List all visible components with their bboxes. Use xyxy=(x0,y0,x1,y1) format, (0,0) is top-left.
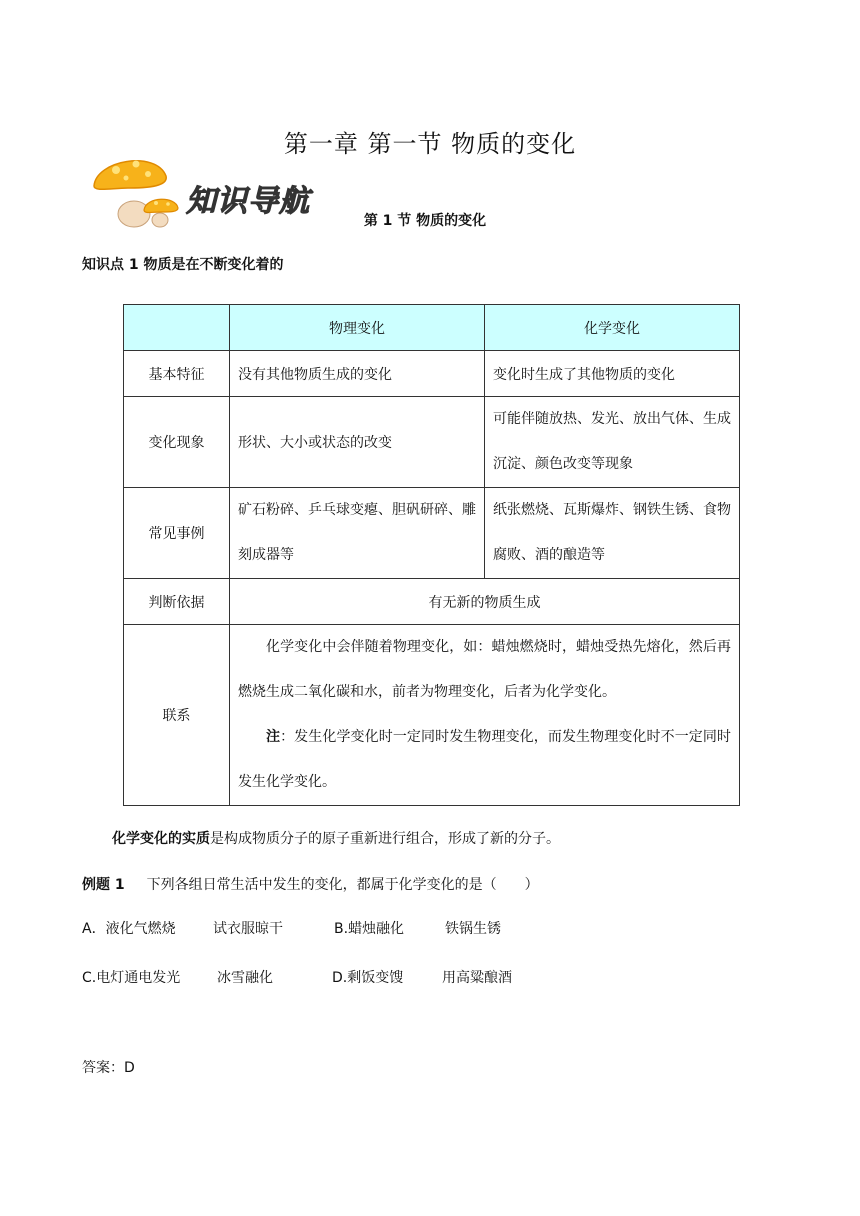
table-cell: 形状、大小或状态的改变 xyxy=(230,397,485,488)
answer-text: 答案：D xyxy=(82,1060,135,1076)
table-cell-merged: 有无新的物质生成 xyxy=(230,579,740,625)
table-row xyxy=(124,397,740,488)
table-cell-merged xyxy=(230,625,740,806)
cell-text: 纸张燃烧、瓦斯爆炸、钢铁生锈、食物腐败、酒的酿造等 xyxy=(493,502,731,563)
table-header-row xyxy=(124,305,740,351)
table-row xyxy=(124,625,740,806)
cell-text: 可能伴随放热、发光、放出气体、生成沉淀、颜色改变等现象 xyxy=(493,411,731,472)
knowledge-point-title: 知识点 1 物质是在不断变化着的 xyxy=(82,257,284,273)
relation-paragraph: 化学变化中会伴随着物理变化，如：蜡烛燃烧时，蜡烛受热先熔化，然后再燃烧生成二氧化碳和水，前者为物理变化，后者为化学变化。 xyxy=(238,639,731,700)
note-paragraph xyxy=(238,715,731,805)
row-label: 联系 xyxy=(124,625,230,806)
table-header-cell xyxy=(124,305,230,351)
option-letter: B. xyxy=(334,921,349,937)
table-header-cell: 化学变化 xyxy=(485,305,740,351)
table-row xyxy=(124,488,740,579)
option-letter: A． xyxy=(82,921,106,937)
option-a xyxy=(82,918,176,938)
option-a-second: 试衣服晾干 xyxy=(213,921,283,937)
table-cell xyxy=(485,397,740,488)
option-item: 蜡烛融化 xyxy=(348,921,405,937)
option-d xyxy=(332,967,403,987)
option-item: 电灯通电发光 xyxy=(96,970,181,986)
option-c-second: 冰雪融化 xyxy=(217,970,273,986)
row-label: 判断依据 xyxy=(124,579,230,625)
table-cell xyxy=(230,488,485,579)
note-text: ：发生化学变化时一定同时发生物理变化，而发生物理变化时不一定同时发生化学变化。 xyxy=(238,729,731,790)
cell-text: 矿石粉碎、乒乓球变瘪、胆矾研碎、雕刻成器等 xyxy=(238,502,476,563)
table-cell: 没有其他物质生成的变化 xyxy=(230,351,485,397)
option-b xyxy=(334,918,404,938)
note-label: 注 xyxy=(266,729,281,745)
row-label: 基本特征 xyxy=(124,351,230,397)
table-cell: 变化时生成了其他物质的变化 xyxy=(485,351,740,397)
option-letter: D. xyxy=(332,970,348,986)
example-question xyxy=(82,874,539,894)
logo-text: 知识导航 xyxy=(186,184,310,219)
table-row xyxy=(124,579,740,625)
example-question-text: 下列各组日常生活中发生的变化，都属于化学变化的是（ ） xyxy=(146,877,539,893)
table-header-cell: 物理变化 xyxy=(230,305,485,351)
option-letter: C. xyxy=(82,970,97,986)
table-cell xyxy=(485,488,740,579)
row-label: 常见事例 xyxy=(124,488,230,579)
option-item: 剩饭变馊 xyxy=(347,970,404,986)
example-label: 例题 1 xyxy=(82,877,125,893)
option-item: 液化气燃烧 xyxy=(105,921,176,937)
section-title: 第 1 节 物质的变化 xyxy=(363,213,487,229)
table-row xyxy=(124,351,740,397)
option-d-second: 用高粱酿酒 xyxy=(442,970,512,986)
essence-term: 化学变化的实质 xyxy=(112,831,210,847)
knowledge-table xyxy=(123,304,740,806)
chemical-essence-statement xyxy=(112,828,560,848)
row-label: 变化现象 xyxy=(124,397,230,488)
option-b-second: 铁锅生锈 xyxy=(445,921,501,937)
essence-text: 是构成物质分子的原子重新进行组合，形成了新的分子。 xyxy=(210,831,560,847)
document-title: 第一章 第一节 物质的变化 xyxy=(283,130,577,158)
option-c xyxy=(82,967,180,987)
